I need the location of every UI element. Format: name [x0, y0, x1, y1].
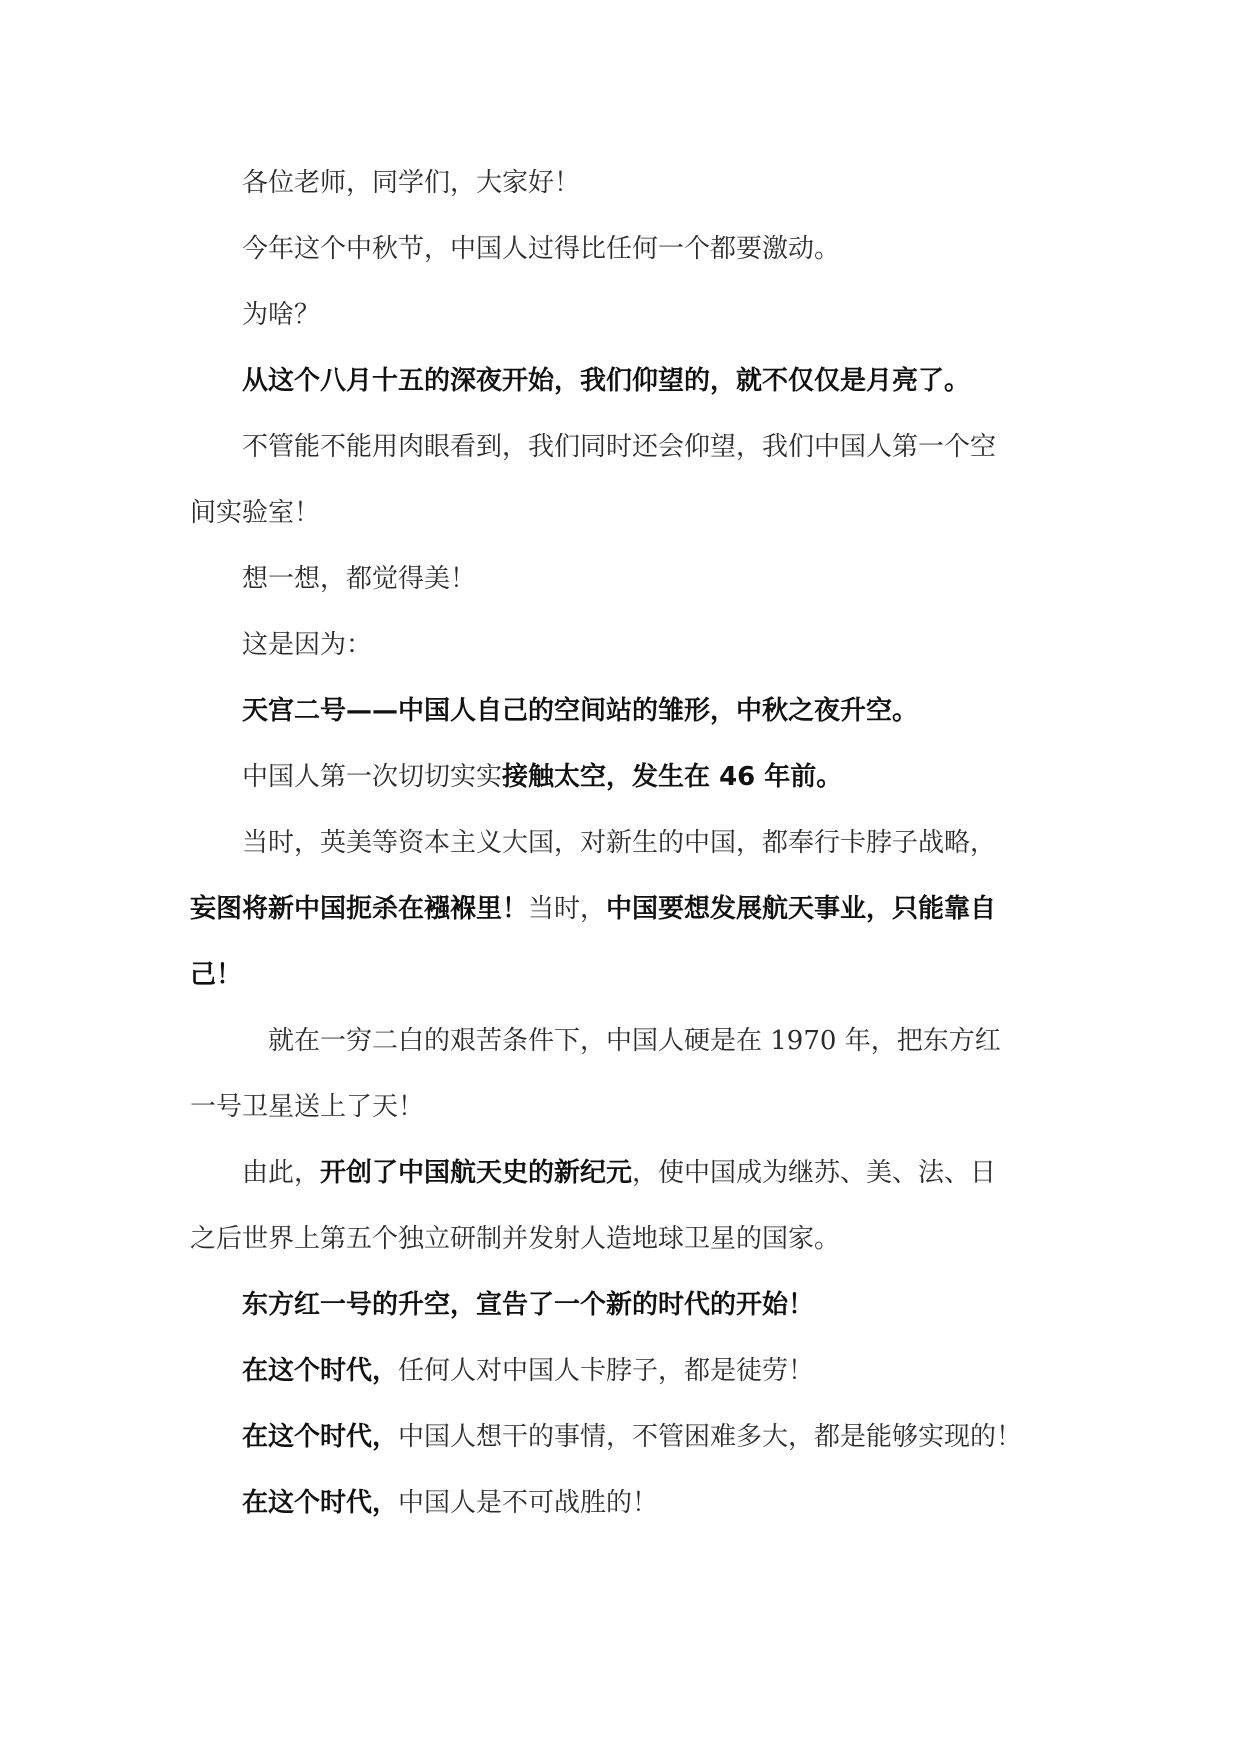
body-text: 任何人对中国人卡脖子，都是徒劳！ [398, 1356, 815, 1386]
bold-text: 接触太空，发生在 46 年前。 [502, 762, 843, 792]
body-text: 一号卫星送上了天！ [190, 1092, 425, 1122]
bold-text: 在这个时代， [242, 1356, 399, 1386]
body-text: 由此， [242, 1158, 321, 1188]
bold-text: 开创了中国航天史的新纪元 [320, 1158, 633, 1188]
body-text: 各位老师，同学们，大家好！ [242, 168, 581, 198]
body-text: 之后世界上第五个独立研制并发射人造地球卫星的国家。 [190, 1224, 841, 1254]
body-text: 今年这个中秋节，中国人过得比任何一个都要激动。 [242, 234, 841, 264]
body-text: 中国人想干的事情，不管困难多大，都是能够实现的！ [398, 1422, 1023, 1452]
text-line [190, 348, 1060, 414]
text-line [190, 1338, 1060, 1404]
text-line [190, 1404, 1060, 1470]
text-line [190, 1008, 1060, 1074]
paragraph [190, 810, 1060, 1008]
text-line [190, 546, 1060, 612]
paragraph [190, 216, 1060, 282]
bold-text: 己！ [190, 960, 243, 990]
paragraph [190, 744, 1060, 810]
text-line [190, 414, 1060, 480]
paragraph [190, 282, 1060, 348]
bold-text: 妄图将新中国扼杀在襁褓里！ [190, 894, 529, 924]
text-line [190, 480, 1060, 546]
text-line [190, 216, 1060, 282]
text-line [190, 1470, 1060, 1536]
bold-text: 在这个时代， [242, 1488, 399, 1518]
text-line [190, 282, 1060, 348]
text-line [190, 942, 1060, 1008]
body-text: 当时，英美等资本主义大国，对新生的中国，都奉行卡脖子战略， [242, 828, 997, 858]
bold-text: 东方红一号的升空，宣告了一个新的时代的开始！ [242, 1290, 815, 1320]
paragraph [190, 1338, 1060, 1404]
body-text: 就在一穷二白的艰苦条件下，中国人硬是在 1970 年，把东方红 [268, 1026, 1001, 1056]
body-text: 当时， [528, 894, 607, 924]
bold-text: 从这个八月十五的深夜开始，我们仰望的，就不仅仅是月亮了。 [242, 366, 971, 396]
paragraph [190, 1470, 1060, 1536]
body-text: 这是因为： [242, 630, 373, 660]
body-text: 间实验室！ [190, 498, 321, 528]
body-text: 不管能不能用肉眼看到，我们同时还会仰望，我们中国人第一个空 [242, 432, 997, 462]
paragraph [190, 1272, 1060, 1338]
paragraph [190, 1008, 1060, 1140]
speech-text [190, 150, 1060, 1536]
body-text: 中国人是不可战胜的！ [398, 1488, 659, 1518]
text-line [190, 744, 1060, 810]
text-line [190, 678, 1060, 744]
text-line [190, 1074, 1060, 1140]
text-line [190, 612, 1060, 678]
text-line [190, 150, 1060, 216]
paragraph [190, 348, 1060, 414]
paragraph [190, 150, 1060, 216]
paragraph [190, 546, 1060, 612]
bold-text: 在这个时代， [242, 1422, 399, 1452]
paragraph [190, 678, 1060, 744]
paragraph [190, 414, 1060, 546]
paragraph [190, 1140, 1060, 1272]
paragraph [190, 1404, 1060, 1470]
text-line [190, 1272, 1060, 1338]
text-line [190, 876, 1060, 942]
paragraph [190, 612, 1060, 678]
bold-text: 天宫二号——中国人自己的空间站的雏形，中秋之夜升空。 [242, 696, 919, 726]
text-line [190, 810, 1060, 876]
body-text: ，使中国成为继苏、美、法、日 [632, 1158, 997, 1188]
body-text: 想一想，都觉得美！ [242, 564, 477, 594]
text-line [190, 1140, 1060, 1206]
bold-text: 中国要想发展航天事业，只能靠自 [606, 894, 997, 924]
body-text: 为啥？ [242, 300, 321, 330]
body-text: 中国人第一次切切实实 [242, 762, 503, 792]
text-line [190, 1206, 1060, 1272]
